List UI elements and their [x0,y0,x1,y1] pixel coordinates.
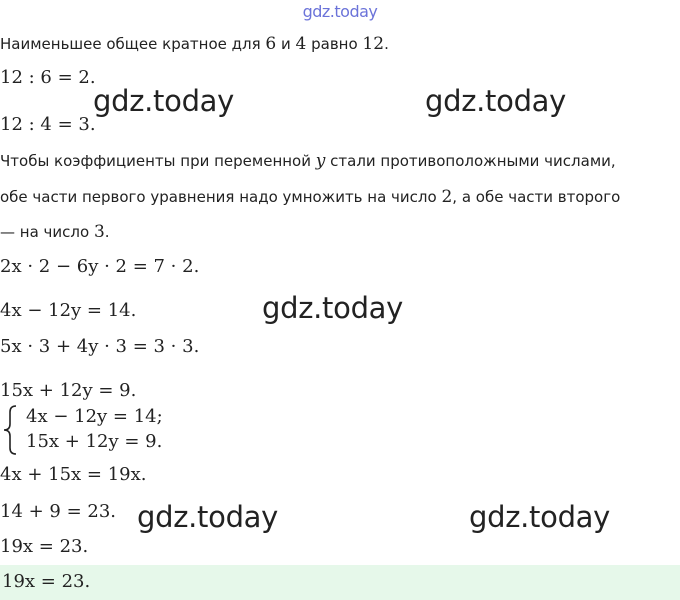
watermark: gdz.today [93,84,235,118]
explanation-line-2: обе части первого уравнения надо умножить на число 2, а обе части второго [0,187,621,207]
sum-constants: 14 + 9 = 23. [0,501,117,522]
equation-first-times-2: 2x · 2 − 6y · 2 = 7 · 2. [0,256,200,277]
curly-brace-icon [2,404,18,456]
lcm-statement: Наименьшее общее кратное для 6 и 4 равно 12. [0,34,389,54]
system-equation-2: 15x + 12y = 9. [26,431,163,452]
division-12-by-6: 12 : 6 = 2. [0,67,96,88]
explanation-line-3: — на число 3. [0,222,110,242]
watermark: gdz.today [425,84,567,118]
equation-system [2,404,202,456]
system-equation-1: 4x − 12y = 14; [26,406,163,427]
equation-first-result: 4x − 12y = 14. [0,300,137,321]
header-watermark: gdz.today [302,2,378,21]
answer-equation: 19x = 23. [2,571,91,592]
combined-equation: 19x = 23. [0,536,89,557]
sum-x-terms: 4x + 15x = 19x. [0,464,147,485]
division-12-by-4: 12 : 4 = 3. [0,114,96,135]
watermark: gdz.today [262,291,404,325]
explanation-line-1: Чтобы коэффициенты при переменной y стали противоположными числами, [0,151,616,171]
equation-second-result: 15x + 12y = 9. [0,380,137,401]
watermark: gdz.today [137,500,279,534]
watermark: gdz.today [469,500,611,534]
equation-second-times-3: 5x · 3 + 4y · 3 = 3 · 3. [0,336,200,357]
answer-box [0,565,680,600]
